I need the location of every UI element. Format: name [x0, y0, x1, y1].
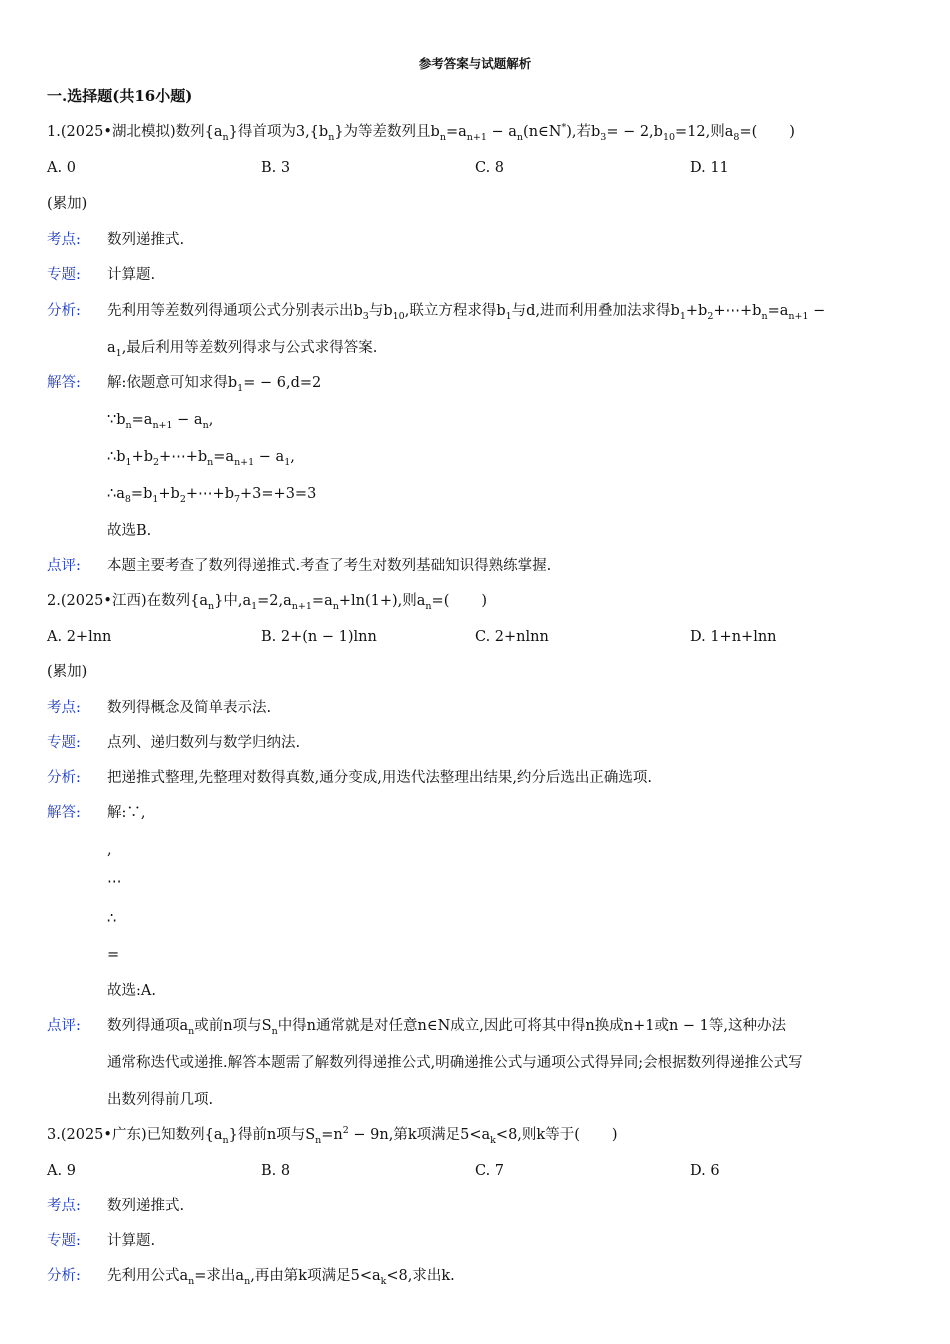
question-2-dianping-line-2: 通常称迭代或递推.解答本题需了解数列得递推公式,明确递推公式与通项公式得异同;会根据数列得递推公式写: [107, 1055, 803, 1071]
question-2-fenxi-label: 分析:: [47, 770, 81, 786]
question-1-option-b: B. 3: [261, 160, 291, 176]
question-2-fenxi: 把递推式整理,先整理对数得真数,通分变成,用迭代法整理出结果,约分后选出正确选项.: [107, 770, 653, 786]
question-3-zhuanti: 计算题.: [107, 1233, 156, 1249]
question-1-dianping-label: 点评:: [47, 558, 81, 574]
question-1-kaodian: 数列递推式.: [107, 232, 185, 248]
question-3-stem: 3.(2025•广东)已知数列$\{a_n\}$得前n项与$S_n=n^2 - 9n$,第k项满足$5<a_k<8$,则k等于( ): [47, 1125, 618, 1146]
question-2-jieda-line-4: ∴: [107, 911, 117, 927]
question-2-zhuanti-label: 专题:: [47, 735, 81, 751]
question-3-option-d: D. 6: [690, 1163, 720, 1179]
question-2-option-b: B. 2+(n − 1)lnn: [261, 629, 377, 645]
question-3-option-c: C. 7: [475, 1163, 505, 1179]
question-3-kaodian-label: 考点:: [47, 1198, 81, 1214]
question-2-dianping-line-1: 数列得通项$a_n$或前n项与$S_n$中得n通常就是对任意n∈N成立,因此可将其中得n换成n+1或n − 1等,这种办法: [107, 1018, 786, 1037]
question-3-option-b: B. 8: [261, 1163, 291, 1179]
question-2-option-d: D. 1+n+lnn: [690, 629, 777, 645]
question-2-zhuanti: 点列、递归数列与数学归纳法.: [107, 735, 301, 751]
question-3-fenxi: 先利用公式$a_n=$求出$a_n$,再由第k项满足$5<a_k<8$,求出k.: [107, 1268, 455, 1287]
question-1-fenxi-label: 分析:: [47, 303, 81, 319]
question-1-jieda-line-2: $\because b_n=a_{n+1} - a_n$,: [107, 412, 214, 431]
section-heading: 一.选择题(共16小题): [47, 87, 193, 105]
question-1-stem: 1.(2025•湖北模拟)数列$\{a_n\}$得首项为$3,\{b_n\}$为等差数列且$b_n=a_{n+1}$ − $a_n(n\in N^*)$,若$b_3= - 2,b_{10}=12$,则$a_8=$( ): [47, 122, 795, 143]
question-3-fenxi-label: 分析:: [47, 1268, 81, 1284]
question-1-jieda-line-3: $\therefore b_1+b_2+\cdots+b_n=a_{n+1} - a_1$,: [107, 449, 295, 468]
question-1-fenxi-line-1: 先利用等差数列得通项公式分别表示出$b_3$与$b_{10}$,联立方程求得$b_1$与d,进而利用叠加法求得$b_1+b_2+\cdots+b_n=a_{n+1}$ −: [107, 303, 826, 322]
question-1-jieda-line-4: $\therefore a_8=b_1+b_2+\cdots+b_7+3=+3=3$: [107, 486, 317, 505]
question-1-option-a: A. 0: [47, 160, 76, 176]
question-2-jieda-line-2: ,: [107, 842, 112, 858]
question-3-option-a: A. 9: [47, 1163, 76, 1179]
question-2-kaodian: 数列得概念及简单表示法.: [107, 700, 272, 716]
question-1-jieda-label: 解答:: [47, 375, 81, 391]
question-2-option-a: A. 2+lnn: [47, 629, 112, 645]
question-2-jieda-line-1: 解:∵,: [107, 805, 146, 821]
document-title: 参考答案与试题解析: [418, 56, 532, 71]
question-2-option-c: C. 2+nlnn: [475, 629, 549, 645]
question-3-zhuanti-label: 专题:: [47, 1233, 81, 1249]
question-1-jieda-line-5: 故选B.: [107, 523, 152, 539]
question-1-option-c: C. 8: [475, 160, 505, 176]
question-2-jieda-line-6: 故选:A.: [107, 983, 156, 999]
question-1-jieda-line-1: 解:依题意可知求得$b_1= - 6,d=2$: [107, 375, 322, 394]
question-2-stem: 2.(2025•江西)在数列$\{a_n\}$中$,a_1=2,a_{n+1}=a_n+\ln(1+)$,则$a_n=$( ): [47, 593, 488, 612]
question-1-zhuanti: 计算题.: [107, 267, 156, 283]
question-1-option-d: D. 11: [690, 160, 729, 176]
question-2-jieda-label: 解答:: [47, 805, 81, 821]
question-2-dianping-line-3: 出数列得前几项.: [107, 1092, 214, 1108]
question-1-fenxi-line-2: $a_1$,最后利用等差数列得求与公式求得答案.: [107, 340, 378, 359]
question-3-kaodian: 数列递推式.: [107, 1198, 185, 1214]
question-2-dianping-label: 点评:: [47, 1018, 81, 1034]
question-1-tag: (累加): [47, 196, 88, 212]
question-1-zhuanti-label: 专题:: [47, 267, 81, 283]
question-2-jieda-line-3: ⋯: [107, 874, 122, 890]
question-2-kaodian-label: 考点:: [47, 700, 81, 716]
question-1-dianping: 本题主要考查了数列得递推式.考查了考生对数列基础知识得熟练掌握.: [107, 558, 552, 574]
question-1-kaodian-label: 考点:: [47, 232, 81, 248]
question-2-tag: (累加): [47, 664, 88, 680]
question-2-jieda-line-5: =: [107, 947, 120, 963]
